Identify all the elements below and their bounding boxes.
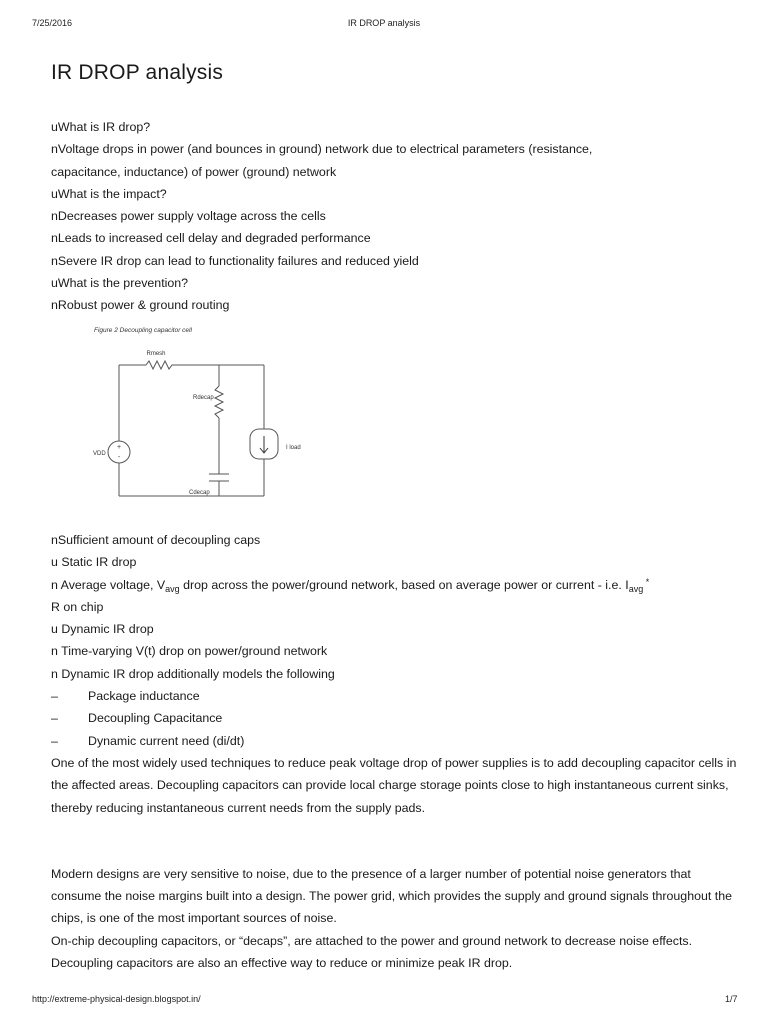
list-item-text: Dynamic current need (di/dt) <box>88 733 245 748</box>
text-line: n Dynamic IR drop additionally models the following <box>51 666 335 681</box>
text-line: uWhat is IR drop? <box>51 120 151 134</box>
text-line: uWhat is the prevention? <box>51 276 189 291</box>
detail-text <box>51 529 741 974</box>
text-fragment: drop across the power/ground network, based on average power or current - i.e. I <box>179 577 629 592</box>
text-line: u Static IR drop <box>51 555 137 570</box>
text-line: uWhat is the impact? <box>51 186 167 201</box>
rmesh-resistor-icon <box>146 361 174 369</box>
text-line: nDecreases power supply voltage across the cells <box>51 209 326 224</box>
minus-sign-icon: - <box>117 454 121 461</box>
list-item-text: Package inductance <box>88 689 200 704</box>
paragraph: Modern designs are very sensitive to noise, due to the presence of a larger number of potential noise generators that consume the noise margins built into a design. The power grid, which provides the supply and ground signals throughout the chips, is one of the most important sources of noise. <box>51 866 732 926</box>
subscript: avg <box>165 583 180 594</box>
intro-text <box>51 116 741 317</box>
dash-bullet: – <box>51 711 58 726</box>
list-item <box>51 730 741 752</box>
figure-caption: Figure 2 Decoupling capacitor cell <box>94 327 192 334</box>
dash-bullet: – <box>51 733 58 748</box>
list-item <box>51 685 741 707</box>
rdecap-resistor-icon <box>215 386 223 418</box>
text-fragment: n Average voltage, V <box>51 577 166 592</box>
text-line: n Time-varying V(t) drop on power/ground network <box>51 644 328 659</box>
text-line: nLeads to increased cell delay and degraded performance <box>51 231 371 246</box>
circuit-wires <box>116 365 264 496</box>
superscript: * <box>643 576 650 587</box>
page-title: IR DROP analysis <box>51 61 224 84</box>
text-line: nSufficient amount of decoupling caps <box>51 533 261 547</box>
paragraph: On-chip decoupling capacitors, or “decaps”, are attached to the power and ground network to decrease noise effects. Decoupling capacitors are also an effective way to reduce or minimize peak IR drop. <box>51 933 693 971</box>
text-line: R on chip <box>51 599 104 614</box>
text-line: u Dynamic IR drop <box>51 622 154 637</box>
iload-label: I load <box>286 445 301 451</box>
plus-sign-icon: + <box>116 444 122 451</box>
text-line: capacitance, inductance) of power (ground) network <box>51 164 337 179</box>
decoupling-capacitor-figure <box>88 322 328 532</box>
header-title: IR DROP analysis <box>347 18 421 28</box>
list-item-text: Decoupling Capacitance <box>88 711 223 726</box>
rdecap-label: Rdecap <box>193 395 214 401</box>
text-line: nSevere IR drop can lead to functionality failures and reduced yield <box>51 253 419 268</box>
rmesh-label: Rmesh <box>146 351 166 357</box>
header-date: 7/25/2016 <box>32 18 73 28</box>
dash-bullet: – <box>51 689 58 704</box>
subscript: avg <box>628 583 644 594</box>
page-number: 1/7 <box>725 994 738 1004</box>
paragraph: One of the most widely used techniques to reduce peak voltage drop of power supplies is to add decoupling capacitor cells in the affected areas. Decoupling capacitors can provide local charge storage points close to high instantaneous current sinks, thereby reducing instantaneous current needs from the supply pads. <box>51 755 737 815</box>
cdecap-capacitor-icon <box>209 474 229 481</box>
footer-url: http://extreme-physical-design.blogspot.in/ <box>32 994 201 1004</box>
circuit-diagram <box>88 322 328 532</box>
cdecap-label: Cdecap <box>189 490 210 496</box>
text-line <box>51 574 741 596</box>
list-item <box>51 707 741 729</box>
text-line: nVoltage drops in power (and bounces in ground) network due to electrical parameters (resistance, <box>51 142 593 157</box>
vdd-label: VDD <box>93 451 106 457</box>
text-line: nRobust power & ground routing <box>51 298 230 313</box>
